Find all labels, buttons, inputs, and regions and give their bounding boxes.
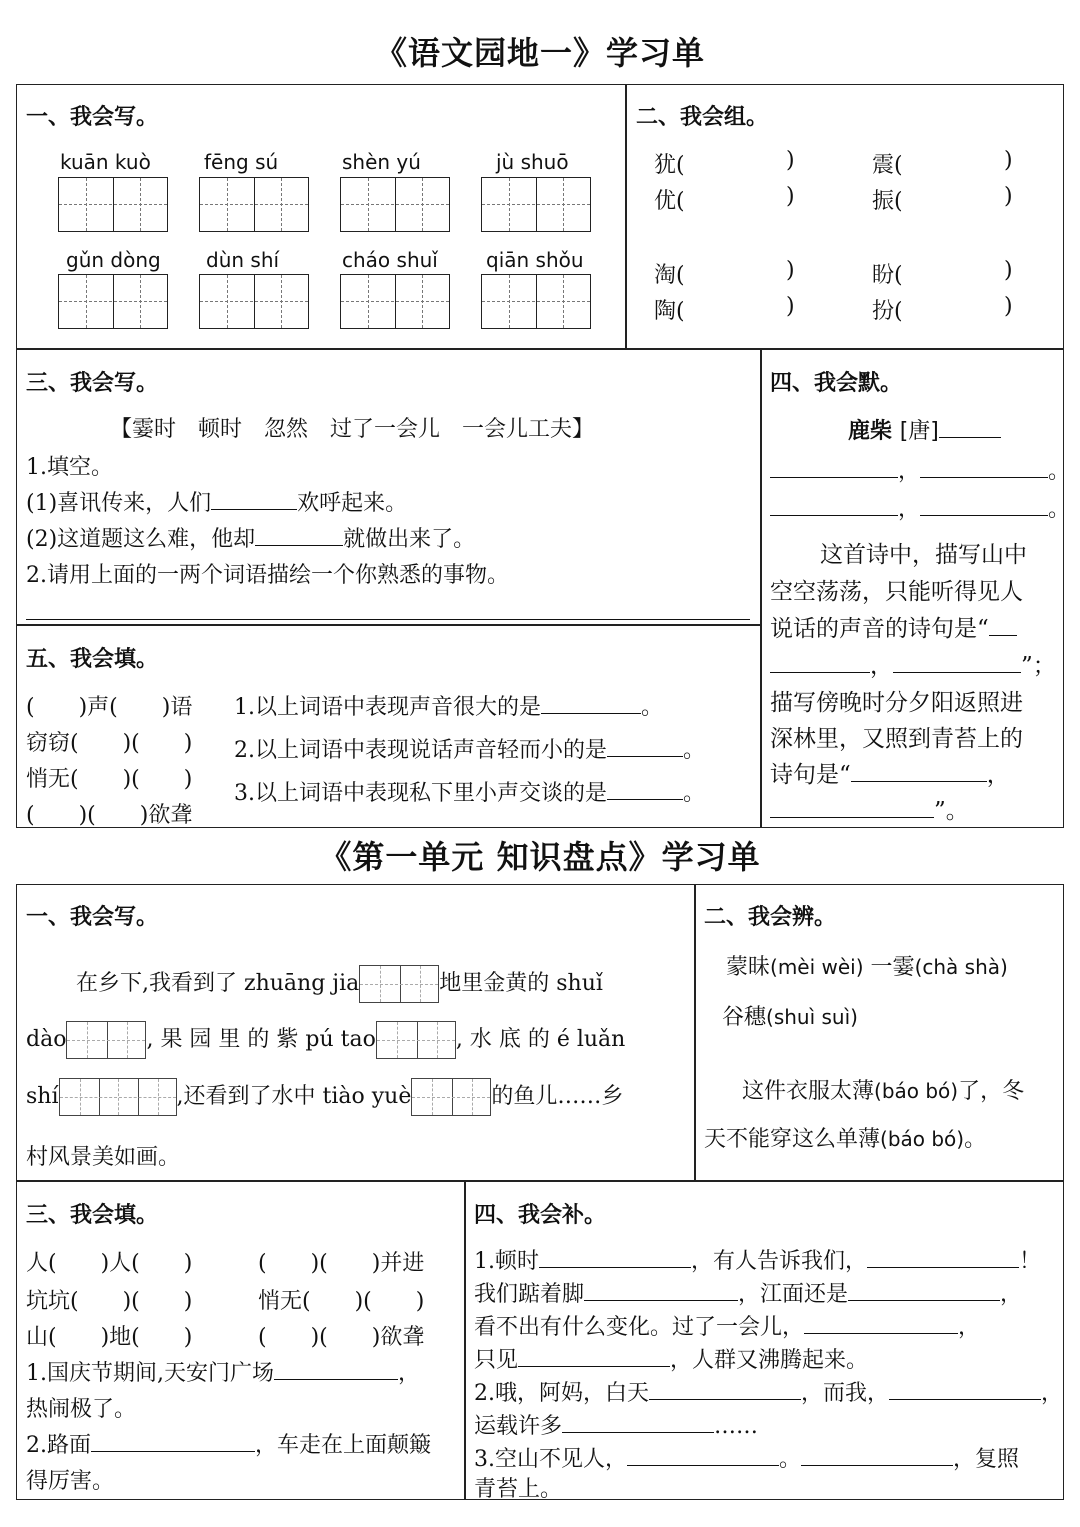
worksheet-title-2: 《第一单元 知识盘点》学习单 (319, 838, 761, 876)
passage-line: 村风景美如画。 (26, 1145, 181, 1170)
answer-blank[interactable] (804, 1312, 958, 1334)
pinyin-label: gǔn dòng (66, 248, 161, 272)
question-text: 2.请用上面的一两个词语描绘一个你熟悉的事物。 (26, 563, 509, 588)
question-text: 3.以上词语中表现私下里小声交谈的是 。 (234, 776, 705, 807)
word-char: 陶( (654, 299, 685, 324)
fill-line: 3.空山不见人， 。 ，复照 (474, 1442, 1019, 1473)
poem-question: 描写傍晚时分夕阳返照进 (770, 690, 1023, 716)
poem-question: 空空荡荡，只能听得见人 (770, 579, 1023, 605)
question-text: (2)这道题这么难，他却 就做出来了。 (26, 522, 475, 553)
section-heading: 二、我会组。 (636, 104, 769, 130)
poem-line: ， 。 (770, 492, 1070, 523)
writing-grid[interactable] (481, 177, 591, 232)
word-char: 犹( (654, 153, 685, 178)
writing-grid[interactable] (340, 274, 450, 329)
writing-grid[interactable] (359, 965, 439, 1003)
answer-blank[interactable] (274, 1358, 398, 1380)
question-text: 2.以上词语中表现说话声音轻而小的是 。 (234, 733, 705, 764)
worksheet-title-1: 《语文园地一》学习单 (374, 34, 705, 72)
question-text: 2.路面 ，车走在上面颠簸 (26, 1428, 431, 1459)
word-char: 振( (872, 189, 903, 214)
idiom-fill: 悄无( )( ) (258, 1289, 425, 1314)
pinyin-label: fēng sú (204, 150, 279, 174)
idiom-fill: 山( )地( ) (26, 1325, 193, 1350)
answer-blank[interactable] (607, 735, 683, 757)
pinyin-label: cháo shuǐ (342, 248, 438, 272)
answer-blank[interactable] (607, 778, 683, 800)
sentence-choice: 天不能穿这么单薄(báo bó)。 (704, 1127, 987, 1152)
pinyin-label: jù shuō (496, 150, 569, 174)
answer-blank[interactable] (893, 650, 1021, 673)
answer-blank[interactable] (541, 692, 641, 714)
answer-blank[interactable] (518, 1345, 670, 1367)
question-text: 1.填空。 (26, 455, 113, 480)
poem-question: 深林里，又照到青苔上的 (770, 726, 1023, 752)
answer-blank[interactable] (584, 1279, 738, 1301)
question-text: 1.以上词语中表现声音很大的是 。 (234, 690, 663, 721)
answer-line[interactable] (26, 619, 750, 620)
answer-blank[interactable] (939, 416, 1001, 438)
section-heading: 二、我会辨。 (704, 904, 837, 930)
poem-question: 这首诗中，描写山中 (820, 542, 1027, 568)
writing-grid[interactable] (199, 177, 309, 232)
answer-blank[interactable] (562, 1411, 714, 1433)
passage-line: shí ,还看到了水中 tiào yuè 的鱼儿……乡 (26, 1077, 623, 1117)
writing-grid[interactable] (66, 1021, 146, 1059)
sentence-choice: 这件衣服太薄(báo bó)了，冬 (742, 1079, 1025, 1104)
writing-grid[interactable] (340, 177, 450, 232)
section-heading: 一、我会写。 (26, 904, 159, 930)
section-heading: 四、我会默。 (770, 370, 903, 396)
answer-blank[interactable] (649, 1378, 801, 1400)
passage-line: dào , 果 园 里 的 紫 pú tao , 水 底 的 é luǎn (26, 1020, 625, 1060)
writing-grid[interactable] (58, 274, 168, 329)
paren-close: ) (1004, 184, 1013, 209)
word-choice: 蒙昧(mèi wèi) 一霎(chà shà) (726, 955, 1008, 980)
idiom-fill: ( )声( )语 (26, 695, 193, 720)
answer-blank[interactable] (848, 1279, 1000, 1301)
idiom-fill: 窃窃( )( ) (26, 731, 193, 756)
passage-line: 在乡下,我看到了 zhuāng jia 地里金黄的 shuǐ (76, 964, 603, 1004)
answer-blank[interactable] (920, 494, 1048, 516)
question-text: 得厉害。 (26, 1469, 115, 1494)
word-choice: 谷穗(shuì suì) (722, 1005, 858, 1030)
paren-close: ) (786, 148, 795, 173)
answer-blank[interactable] (867, 1246, 1019, 1268)
word-char: 震( (872, 153, 903, 178)
answer-blank[interactable] (770, 795, 934, 818)
writing-grid[interactable] (411, 1078, 491, 1116)
answer-blank[interactable] (770, 494, 898, 516)
writing-grid[interactable] (199, 274, 309, 329)
paren-close: ) (786, 258, 795, 283)
fill-line: 1.顿时 ，有人告诉我们， ！ (474, 1244, 1041, 1275)
answer-blank[interactable] (91, 1430, 255, 1452)
writing-grid[interactable] (59, 1078, 177, 1116)
pinyin-label: qiān shǒu (486, 248, 584, 272)
writing-grid[interactable] (376, 1021, 456, 1059)
idiom-fill: 坑坑( )( ) (26, 1289, 193, 1314)
word-char: 优( (654, 189, 685, 214)
writing-grid[interactable] (481, 274, 591, 329)
poem-title: 鹿柴 [唐] (848, 414, 1001, 445)
idiom-fill: ( )( )欲聋 (258, 1325, 425, 1350)
answer-blank[interactable] (539, 1246, 691, 1268)
word-char: 扮( (872, 299, 903, 324)
question-text: 1.国庆节期间,天安门广场 ， (26, 1356, 420, 1387)
pinyin-label: kuān kuò (60, 150, 151, 174)
section-heading: 三、我会填。 (26, 1202, 159, 1228)
word-char: 盼( (872, 263, 903, 288)
paren-close: ) (1004, 258, 1013, 283)
idiom-fill: ( )( )并进 (258, 1251, 425, 1276)
poem-question: ， ”； (770, 647, 1056, 680)
idiom-fill: ( )( )欲聋 (26, 803, 193, 828)
answer-blank[interactable] (889, 1378, 1041, 1400)
section-heading: 四、我会补。 (474, 1202, 607, 1228)
paren-close: ) (786, 184, 795, 209)
paren-close: ) (1004, 148, 1013, 173)
pinyin-label: shèn yú (342, 150, 421, 174)
poem-line: ， 。 (770, 454, 1070, 485)
idiom-fill: 悄无( )( ) (26, 767, 193, 792)
question-text: 热闹极了。 (26, 1397, 137, 1422)
fill-line: 看不出有什么变化。过了一会儿， ， (474, 1310, 980, 1341)
section-heading: 三、我会写。 (26, 370, 159, 396)
answer-blank[interactable] (851, 759, 987, 782)
answer-blank[interactable] (989, 613, 1017, 636)
pinyin-label: dùn shí (206, 248, 280, 272)
writing-grid[interactable] (58, 177, 168, 232)
answer-blank[interactable] (255, 524, 343, 546)
answer-blank[interactable] (770, 650, 870, 673)
answer-blank[interactable] (770, 456, 898, 478)
section-heading: 五、我会填。 (26, 646, 159, 672)
fill-line: 只见 ，人群又沸腾起来。 (474, 1343, 868, 1374)
question-text: (1)喜讯传来，人们 欢呼起来。 (26, 486, 407, 517)
answer-blank[interactable] (211, 488, 297, 510)
poem-question: ”。 (770, 792, 969, 825)
fill-line: 青苔上。 (474, 1477, 563, 1502)
fill-line: 运载许多 …… (474, 1409, 758, 1440)
word-bank: 【霎时 顿时 忽然 过了一会儿 一会儿工夫】 (110, 417, 595, 442)
answer-blank[interactable] (801, 1444, 953, 1466)
idiom-fill: 人( )人( ) (26, 1251, 193, 1276)
poem-question: 诗句是“ ， (770, 756, 1010, 789)
section-heading: 一、我会写。 (26, 104, 159, 130)
paren-close: ) (786, 294, 795, 319)
paren-close: ) (1004, 294, 1013, 319)
poem-question: 说话的声音的诗句是“ (770, 610, 1017, 643)
fill-line: 我们踮着脚 ，江面还是 ， (474, 1277, 1022, 1308)
answer-blank[interactable] (627, 1444, 779, 1466)
answer-blank[interactable] (920, 456, 1048, 478)
word-char: 淘( (654, 263, 685, 288)
fill-line: 2.哦，阿妈，白天 ，而我， ， (474, 1376, 1063, 1407)
